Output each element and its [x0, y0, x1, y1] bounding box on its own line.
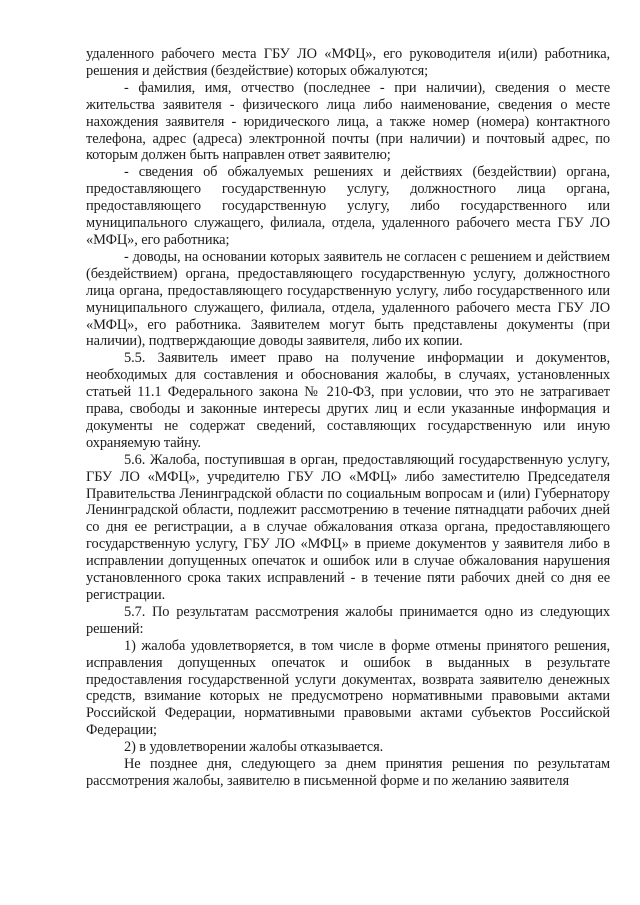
- paragraph-response-deadline: Не позднее дня, следующего за днем принятия решения по результатам рассмотрения жалобы, заявителю в письменной форме и по желанию заявителя: [86, 756, 610, 789]
- paragraph-complaint-subject: удаленного рабочего места ГБУ ЛО «МФЦ», его руководителя и(или) работника, решения и действия (бездействие) которых обжалуются;: [86, 46, 610, 79]
- paragraph-5-6: 5.6. Жалоба, поступившая в орган, предоставляющий государственную услугу, ГБУ ЛО «МФЦ», учредителю ГБУ ЛО «МФЦ» либо заместителю Председателя Правительства Ленинградской области по социальным вопросам и (или) Губернатору Ленинградской области, подлежит рассмотрению в течение пятнадцати рабочих дней со дня ее регистрации, а в случае обжалования отказа органа, предоставляющего государственную услугу, ГБУ ЛО «МФЦ» в приеме документов у заявителя либо в исправлении допущенных опечаток и ошибок или в случае обжалования нарушения установленного срока таких исправлений - в течение пяти рабочих дней со дня ее регистрации.: [86, 451, 610, 603]
- paragraph-decision-1: 1) жалоба удовлетворяется, в том числе в форме отмены принятого решения, исправления допущенных опечаток и ошибок в выданных в результате предоставления государственной услуги документах, возврата заявителю денежных средств, взимание которых не предусмотрено нормативными правовыми актами Российской Федерации, нормативными правовыми актами субъектов Российской Федерации;: [86, 637, 610, 739]
- paragraph-arguments: - доводы, на основании которых заявитель не согласен с решением и действием (бездействием) органа, предоставляющего государственную услугу, должностного лица органа, предоставляющего государственную услугу, либо государственного или муниципального служащего, филиала, отдела, удаленного рабочего места ГБУ ЛО «МФЦ», его работника. Заявителем могут быть представлены документы (при наличии), подтверждающие доводы заявителя, либо их копии.: [86, 248, 610, 350]
- paragraph-5-5: 5.5. Заявитель имеет право на получение информации и документов, необходимых для составления и обоснования жалобы, в случаях, установленных статьей 11.1 Федерального закона № 210-ФЗ, при условии, что это не затрагивает права, свободы и законные интересы других лиц и если указанные информация и документы не содержат сведений, составляющих государственную или иную охраняемую тайну.: [86, 350, 610, 451]
- paragraph-5-7: 5.7. По результатам рассмотрения жалобы принимается одно из следующих решений:: [86, 603, 610, 637]
- paragraph-decision-2: 2) в удовлетворении жалобы отказывается.: [124, 739, 384, 756]
- paragraph-appealed-decisions: - сведения об обжалуемых решениях и действиях (бездействии) органа, предоставляющего государственную услугу, должностного лица органа, предоставляющего государственную услугу, либо государственного или муниципального служащего, филиала, отдела, удаленного рабочего места ГБУ ЛО «МФЦ», его работника;: [86, 164, 610, 248]
- paragraph-applicant-details: - фамилия, имя, отчество (последнее - при наличии), сведения о месте жительства заявителя - физического лица либо наименование, сведения о месте нахождения заявителя - юридического лица, а также номер (номера) контактного телефона, адрес (адреса) электронной почты (при наличии) и почтовый адрес, по которым должен быть направлен ответ заявителю;: [86, 79, 610, 164]
